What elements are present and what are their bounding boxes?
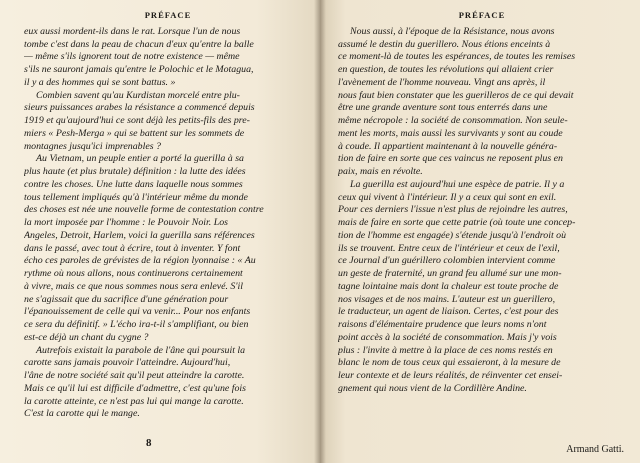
text-line: ne s'agissait que du sacrifice d'une génération pour: [24, 293, 229, 305]
text-line: ils se trouvent. Entre ceux de l'intérieur et ceux de l'exil,: [338, 242, 560, 254]
text-line: tion de l'homme est engagée) s'étende jusqu'à l'endroit où: [338, 229, 567, 241]
text-line: est-ce déjà un chant du cygne ?: [24, 331, 149, 343]
text-line: Combien savent qu'au Kurdistan morcelé entre plu-: [36, 89, 240, 101]
text-line: Angeles, Detroit, Harlem, voici la guerilla sans références: [24, 229, 255, 241]
text-line: C'est la carotte qui le mange.: [24, 408, 140, 420]
book-gutter-shadow: [314, 0, 326, 463]
text-line: paix, mais en révolte.: [338, 166, 423, 177]
text-line: être une grande aventure sont tous enterrés dans une: [338, 102, 548, 114]
left-page-header: PRÉFACE: [144, 10, 192, 20]
text-line: ment les morts, mais aussi les survivants y sont au coude: [338, 127, 563, 139]
text-line: même nécropole : la société de consommation. Non seule-: [338, 115, 568, 126]
text-line: Au Vietnam, un peuple entier a porté la guerilla à sa: [36, 153, 244, 165]
text-line: eux aussi mordent-ils dans le rat. Lorsque l'un de nous: [24, 25, 241, 37]
text-line: la mort imposée par l'homme : le Pouvoir Noir. Los: [24, 217, 228, 228]
right-page: [320, 0, 640, 463]
text-line: carotte sans jamais pouvoir l'atteindre. Aujourd'hui,: [24, 357, 231, 369]
text-line: Pour ces derniers l'issue n'est plus de rejoindre les autres,: [338, 204, 568, 216]
text-line: Mais ce qu'il lui est difficile d'admettre, c'est qu'une fois: [24, 382, 246, 394]
text-line: blanc le nom de tous ceux qui essaieront, à la mesure de: [338, 357, 561, 369]
text-line: le traducteur, un agent de liaison. Certes, c'est pour des: [338, 306, 559, 318]
text-line: ce Journal d'un guérillero colombien intervient comme: [338, 255, 556, 267]
text-line: ce moment-là de toutes les espérances, de toutes les remises: [338, 51, 576, 63]
text-line: tous tellement impliqués qu'à l'intérieur même du monde: [24, 191, 248, 203]
text-line: sieurs puissances arabes la résistance a commencé depuis: [24, 102, 255, 114]
text-line: leur contexte et de leurs réalités, de réinventer cet ensei-: [338, 370, 563, 381]
text-line: ceux qui vivent à l'intérieur. Il y a ceux qui sont en exil.: [338, 191, 557, 203]
text-line: montagnes jusqu'ici imprenables ?: [24, 140, 161, 152]
text-line: en question, de toutes les révolutions qui allaient crier: [338, 64, 554, 75]
text-line: contre les choses. Une lutte dans laquelle nous sommes: [24, 178, 243, 190]
text-line: tagne lointaine mais dont la chaleur est toute proche de: [338, 280, 559, 292]
page-number: 8: [146, 437, 152, 449]
text-line: nous faut bien constater que les guerilleros de ce qui devait: [338, 89, 574, 101]
text-line: assumé le destin du guerillero. Nous étions enceints à: [338, 38, 551, 50]
text-line: 1919 et qu'aujourd'hui ce sont déjà les petits-fils des pre-: [24, 115, 250, 126]
text-line: écho ces paroles de grévistes de la région lyonnaise : « Au: [24, 255, 256, 267]
text-line: Nous aussi, à l'époque de la Résistance, nous avons: [350, 25, 555, 37]
text-line: il y a des hommes qui se sont battus. »: [24, 76, 176, 88]
text-line: gnement qui nous vient de la Cordillère Andine.: [338, 382, 527, 394]
text-line: mais de faire en sorte que cette patrie (où toute une concep-: [338, 217, 576, 228]
right-page-header: PRÉFACE: [458, 10, 506, 20]
text-line: dans le passé, avec tout à écrire, tout à inventer. Y font: [24, 242, 241, 254]
author-signature: Armand Gatti.: [566, 444, 624, 455]
text-line: l'épanouissement de celle qui va venir... Pour nos enfants: [24, 306, 251, 318]
text-line: à coude. Il appartient maintenant à la nouvelle généra-: [338, 140, 558, 152]
text-line: ce sera du définitif. » L'écho ira-t-il s'amplifiant, ou bien: [24, 319, 249, 330]
text-line: l'âne de notre société sait qu'il peut atteindre la carotte.: [24, 370, 245, 381]
text-line: à vivre, mais ce que nous sommes nous sera enlevé. S'il: [24, 280, 243, 292]
text-line: tion de faire en sorte que ces vaincus ne reposent plus en: [338, 153, 563, 165]
text-line: la carotte atteinte, ce n'est pas lui qui mange la carotte.: [24, 395, 244, 407]
text-line: La guerilla est aujourd'hui une espèce de patrie. Il y a: [350, 178, 565, 190]
text-line: plus haute (et plus brutale) définition : la lutte des idées: [24, 166, 246, 177]
text-line: Autrefois existait la parabole de l'âne qui poursuit la: [36, 344, 246, 356]
text-line: des choses est née une nouvelle forme de contestation contre: [24, 204, 264, 216]
text-line: raisons d'élémentaire prudence que leurs noms n'ont: [338, 319, 547, 330]
text-line: rythme où nous allons, nous continuerons certainement: [24, 268, 243, 279]
text-line: point accès à la société de consommation. Mais j'y vois: [338, 331, 557, 343]
text-line: s'ils ne sauront jamais qu'entre le Polochic et le Motagua,: [24, 64, 254, 75]
text-line: nos visages et de nos mains. L'auteur est un guerillero,: [338, 293, 556, 305]
right-page-body: [338, 26, 626, 396]
text-line: plus : l'invite à mettre à la place de ces noms restés en: [338, 344, 553, 356]
left-page-body: [24, 26, 312, 421]
text-line: l'avènement de l'homme nouveau. Vingt ans après, il: [338, 76, 546, 88]
text-line: — même s'ils ignorent tout de notre existence — même: [24, 51, 240, 63]
text-line: miers « Pesh-Merga » qui se battent sur les sommets de: [24, 127, 245, 139]
text-line: un geste de fraternité, un grand feu allumé sur une mon-: [338, 268, 562, 279]
text-line: tombe c'est dans la peau de chacun d'eux qu'entre la balle: [24, 38, 254, 50]
